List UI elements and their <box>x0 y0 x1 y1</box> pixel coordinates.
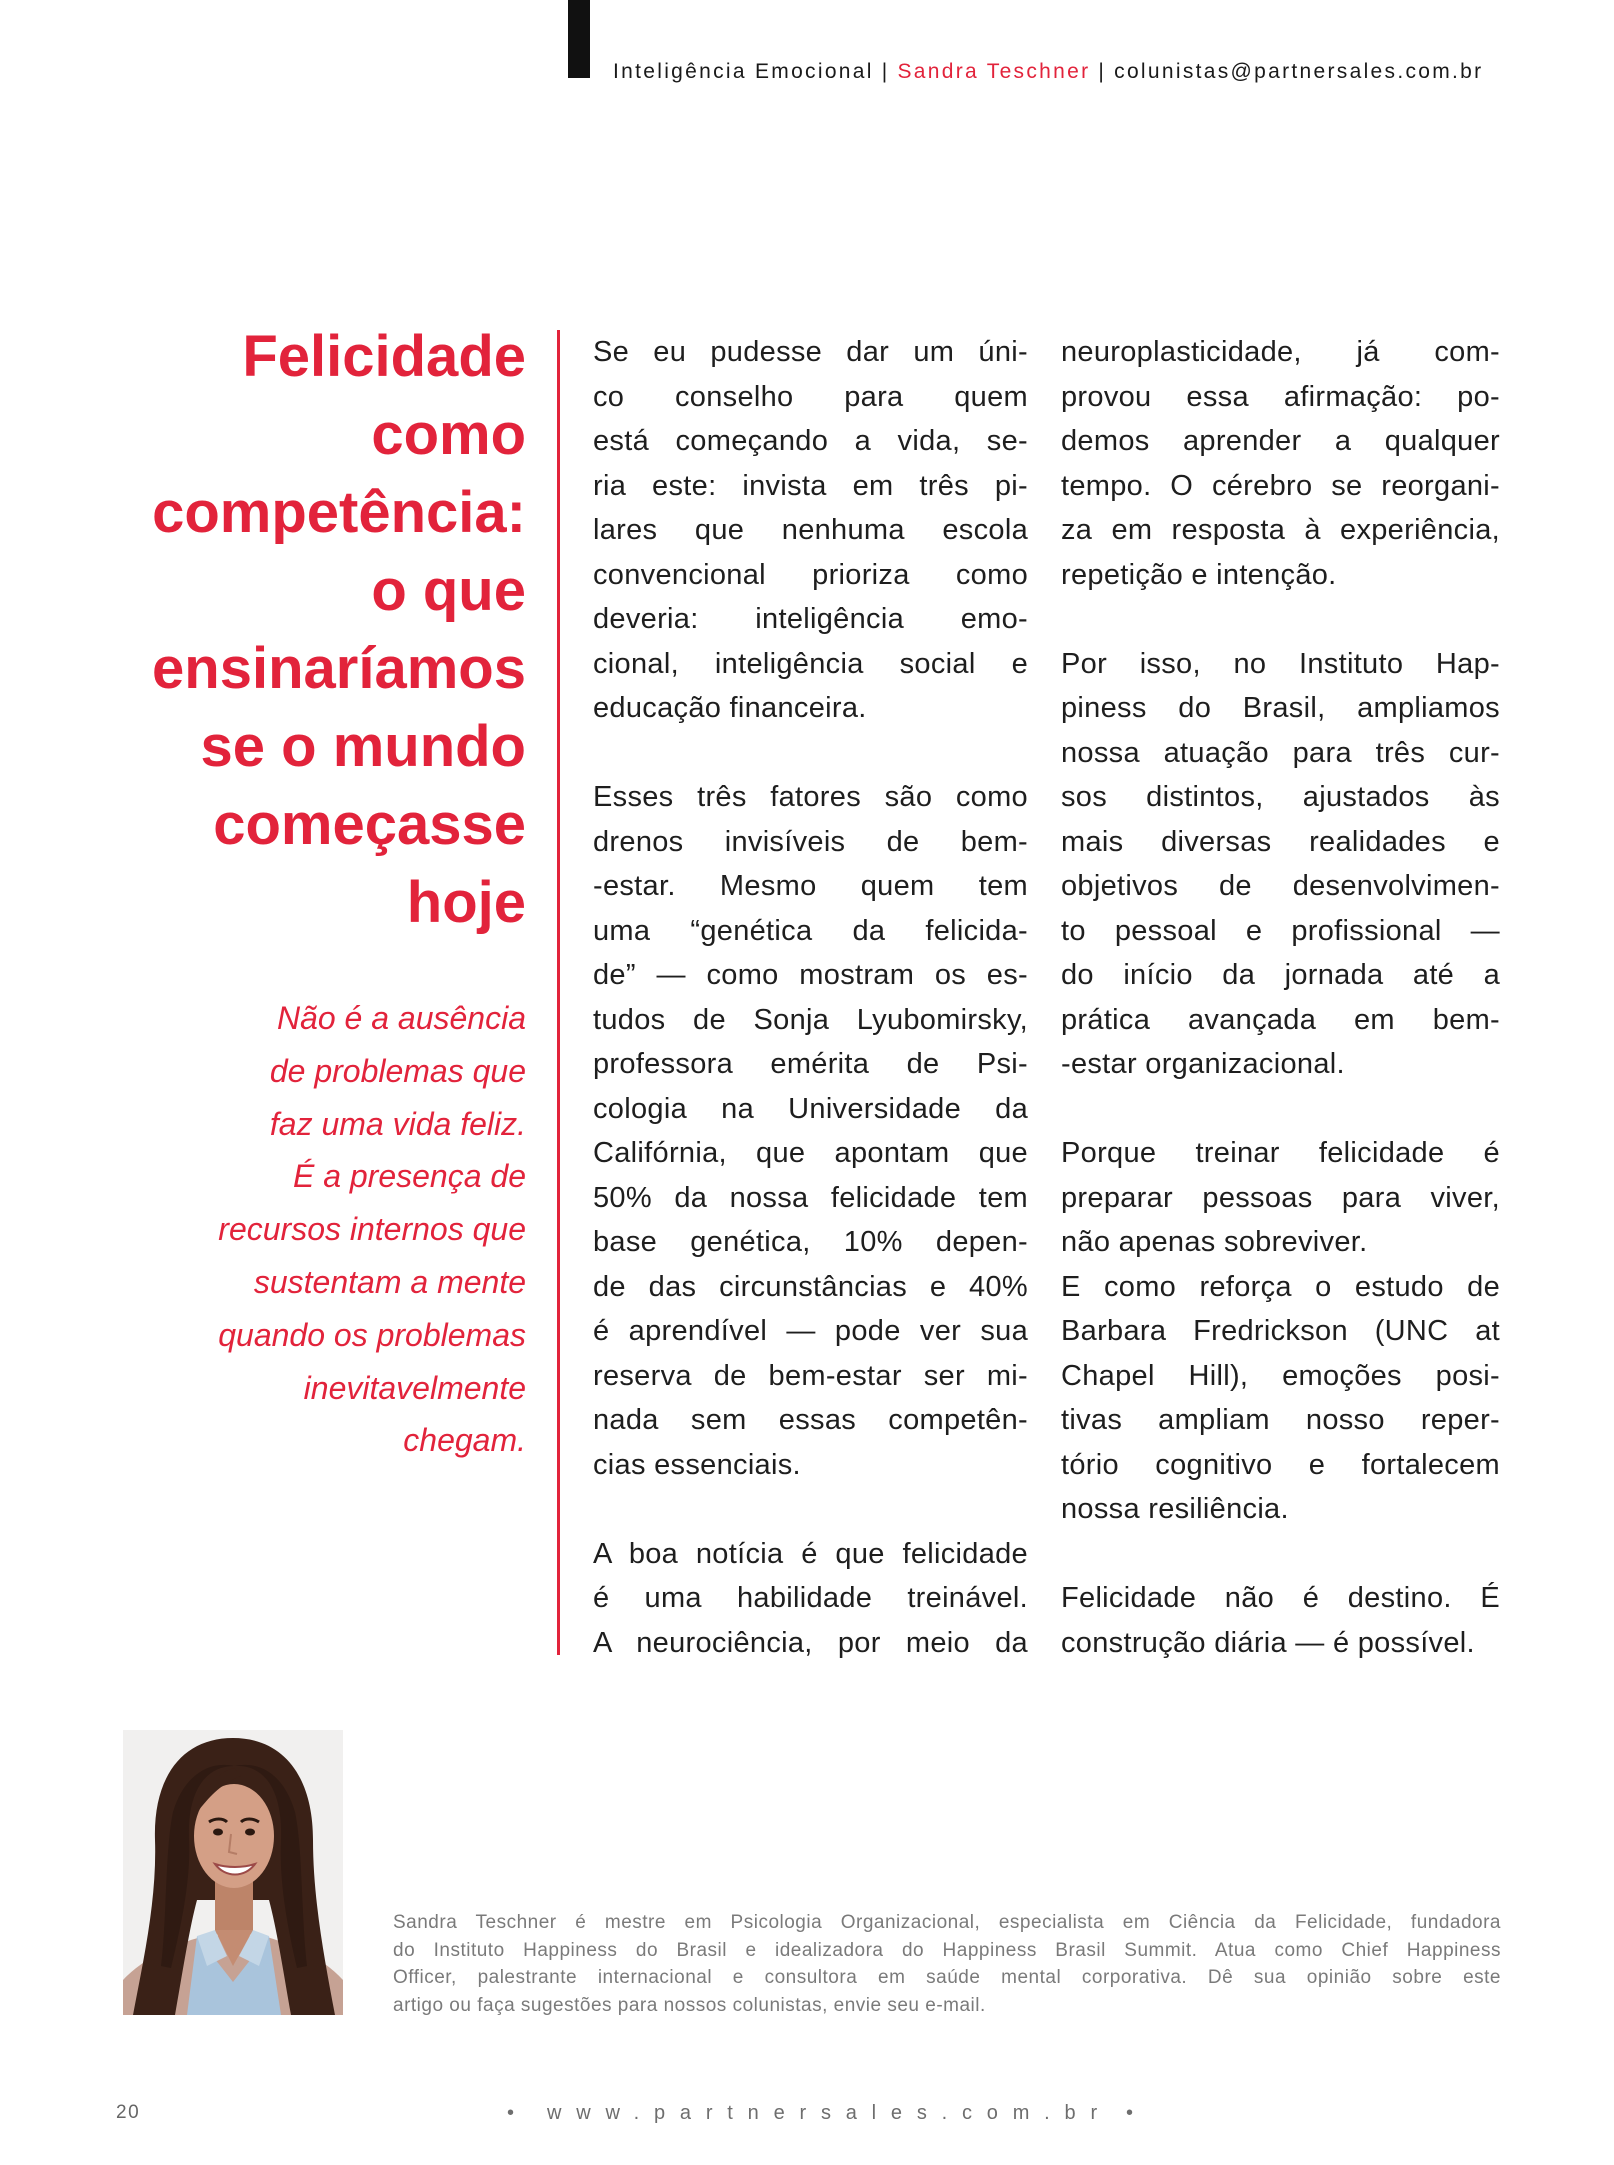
body-line: professora emérita de Psi- <box>593 1048 1028 1080</box>
page-header <box>613 58 1483 86</box>
paragraph <box>1061 1576 1500 1665</box>
body-line: -estar. Mesmo quem tem <box>593 870 1028 902</box>
pullquote-line: faz uma vida feliz. <box>269 1105 526 1142</box>
page-number: 20 <box>116 2102 141 2123</box>
body-line: deveria: inteligência emo- <box>593 603 1028 635</box>
body-line: Felicidade não é destino. É <box>1061 1582 1500 1614</box>
body-line: nada sem essas competên- <box>593 1404 1028 1436</box>
title-line: se o mundo <box>200 714 526 779</box>
paragraph <box>1061 1265 1500 1532</box>
bio-line: Officer, palestrante internacional e consultora em saúde mental corporativa. Dê sua opinião sobre este <box>393 1967 1501 1989</box>
columnist-name: Sandra Teschner <box>897 60 1091 83</box>
body-line: demos aprender a qualquer <box>1061 425 1500 457</box>
body-line: provou essa afirmação: po- <box>1061 380 1500 413</box>
body-line: não apenas sobreviver. <box>1061 1226 1368 1258</box>
author-photo <box>123 1730 343 2015</box>
body-line: nossa resiliência. <box>1061 1493 1289 1525</box>
header-separator: | <box>1098 60 1107 83</box>
body-line: Barbara Fredrickson (UNC at <box>1061 1315 1500 1347</box>
pullquote-line: recursos internos que <box>218 1211 526 1248</box>
website-link[interactable]: www.partnersales.com.br <box>547 2102 1112 2124</box>
paragraph <box>1061 1131 1500 1265</box>
body-line: é uma habilidade treinável. <box>593 1582 1028 1614</box>
body-line: tivas ampliam nosso reper- <box>1061 1404 1500 1436</box>
footer-bullet: • <box>1126 2102 1134 2124</box>
body-line: cologia na Universidade da <box>593 1092 1028 1125</box>
column-divider <box>557 330 560 1655</box>
pullquote-line: Não é a ausência <box>276 1000 526 1036</box>
pullquote-line: inevitavelmente <box>303 1369 526 1406</box>
paragraph <box>593 775 1028 1487</box>
bio-line: do Instituto Happiness do Brasil e idealizadora do Happiness Brasil Summit. Atua como Chief Happiness <box>393 1939 1501 1961</box>
body-line: piness do Brasil, ampliamos <box>1061 692 1500 724</box>
section-name: Inteligência Emocional <box>613 60 874 83</box>
title-line: como <box>371 402 526 467</box>
body-line: E como reforça o estudo de <box>1061 1270 1500 1303</box>
body-line: preparar pessoas para viver, <box>1061 1181 1500 1214</box>
title-line: Felicidade <box>242 324 526 389</box>
body-line: prática avançada em bem- <box>1061 1003 1500 1036</box>
body-line: tudos de Sonja Lyubomirsky, <box>593 1003 1028 1036</box>
pullquote-line: É a presença de <box>292 1158 526 1195</box>
header-bar <box>568 0 590 78</box>
body-line: -estar organizacional. <box>1061 1048 1345 1080</box>
paragraph <box>593 1532 1028 1666</box>
body-line: tempo. O cérebro se reorgani- <box>1061 469 1500 502</box>
paragraph <box>593 330 1028 731</box>
body-line: Esses três fatores são como <box>593 781 1028 813</box>
body-line: sos distintos, ajustados às <box>1061 781 1500 813</box>
body-line: uma “genética da felicida- <box>593 914 1028 947</box>
body-line: cias essenciais. <box>593 1448 801 1481</box>
bio-line: artigo ou faça sugestões para nossos colunistas, envie seu e-mail. <box>393 1995 986 2017</box>
body-line: Por isso, no Instituto Hap- <box>1061 647 1500 680</box>
pullquote <box>218 992 526 1467</box>
body-line: construção diária — é possível. <box>1061 1626 1475 1659</box>
pullquote-line: chegam. <box>403 1422 526 1459</box>
body-line: ria este: invista em três pi- <box>593 469 1028 502</box>
author-bio <box>393 1909 1501 2020</box>
footer-bullet: • <box>507 2102 515 2124</box>
body-line: mais diversas realidades e <box>1061 825 1500 858</box>
body-line: base genética, 10% depen- <box>593 1226 1028 1258</box>
body-line: to pessoal e profissional — <box>1061 914 1500 947</box>
body-line: Chapel Hill), emoções posi- <box>1061 1359 1500 1392</box>
body-line: objetivos de desenvolvimen- <box>1061 870 1500 902</box>
body-line: cional, inteligência social e <box>593 647 1028 680</box>
header-separator: | <box>881 60 890 83</box>
body-line: é aprendível — pode ver sua <box>593 1315 1028 1347</box>
body-line: convencional prioriza como <box>593 558 1028 591</box>
title-line: competência: <box>152 480 526 545</box>
bio-line: Sandra Teschner é mestre em Psicologia Organizacional, especialista em Ciência da Felicidade, fundadora <box>393 1912 1501 1933</box>
body-line: lares que nenhuma escola <box>593 514 1028 546</box>
body-line: nossa atuação para três cur- <box>1061 736 1500 769</box>
body-line: neuroplasticidade, já com- <box>1061 336 1500 368</box>
body-line: Se eu pudesse dar um úni- <box>593 336 1028 368</box>
body-line: A neurociência, por meio da <box>593 1626 1028 1659</box>
article-title <box>152 318 526 942</box>
paragraph <box>1061 330 1500 597</box>
body-line: educação financeira. <box>593 692 867 724</box>
body-line: tório cognitivo e fortalecem <box>1061 1448 1500 1481</box>
column-1 <box>593 330 1028 1665</box>
email-link[interactable]: colunistas@partnersales.com.br <box>1114 60 1484 83</box>
body-line: 50% da nossa felicidade tem <box>593 1181 1028 1214</box>
body-line: A boa notícia é que felicidade <box>593 1537 1028 1570</box>
body-line: de” — como mostram os es- <box>593 959 1028 991</box>
title-line: ensinaríamos <box>152 636 526 701</box>
body-line: reserva de bem-estar ser mi- <box>593 1359 1028 1392</box>
body-line: Califórnia, que apontam que <box>593 1137 1028 1169</box>
title-line: hoje <box>406 870 526 935</box>
column-2 <box>1061 330 1500 1665</box>
pullquote-line: sustentam a mente <box>253 1263 526 1300</box>
body-line: repetição e intenção. <box>1061 558 1337 591</box>
body-line: drenos invisíveis de bem- <box>593 825 1028 858</box>
title-line: começasse <box>213 792 526 857</box>
body-line: Porque treinar felicidade é <box>1061 1137 1500 1169</box>
body-line: do início da jornada até a <box>1061 959 1500 991</box>
body-line: co conselho para quem <box>593 380 1028 413</box>
paragraph <box>1061 642 1500 1087</box>
pullquote-line: de problemas que <box>269 1052 526 1089</box>
body-line: está começando a vida, se- <box>593 425 1028 457</box>
body-line: de das circunstâncias e 40% <box>593 1270 1028 1303</box>
body-line: za em resposta à experiência, <box>1061 514 1500 546</box>
pullquote-line: quando os problemas <box>218 1316 526 1353</box>
title-line: o que <box>371 558 526 623</box>
